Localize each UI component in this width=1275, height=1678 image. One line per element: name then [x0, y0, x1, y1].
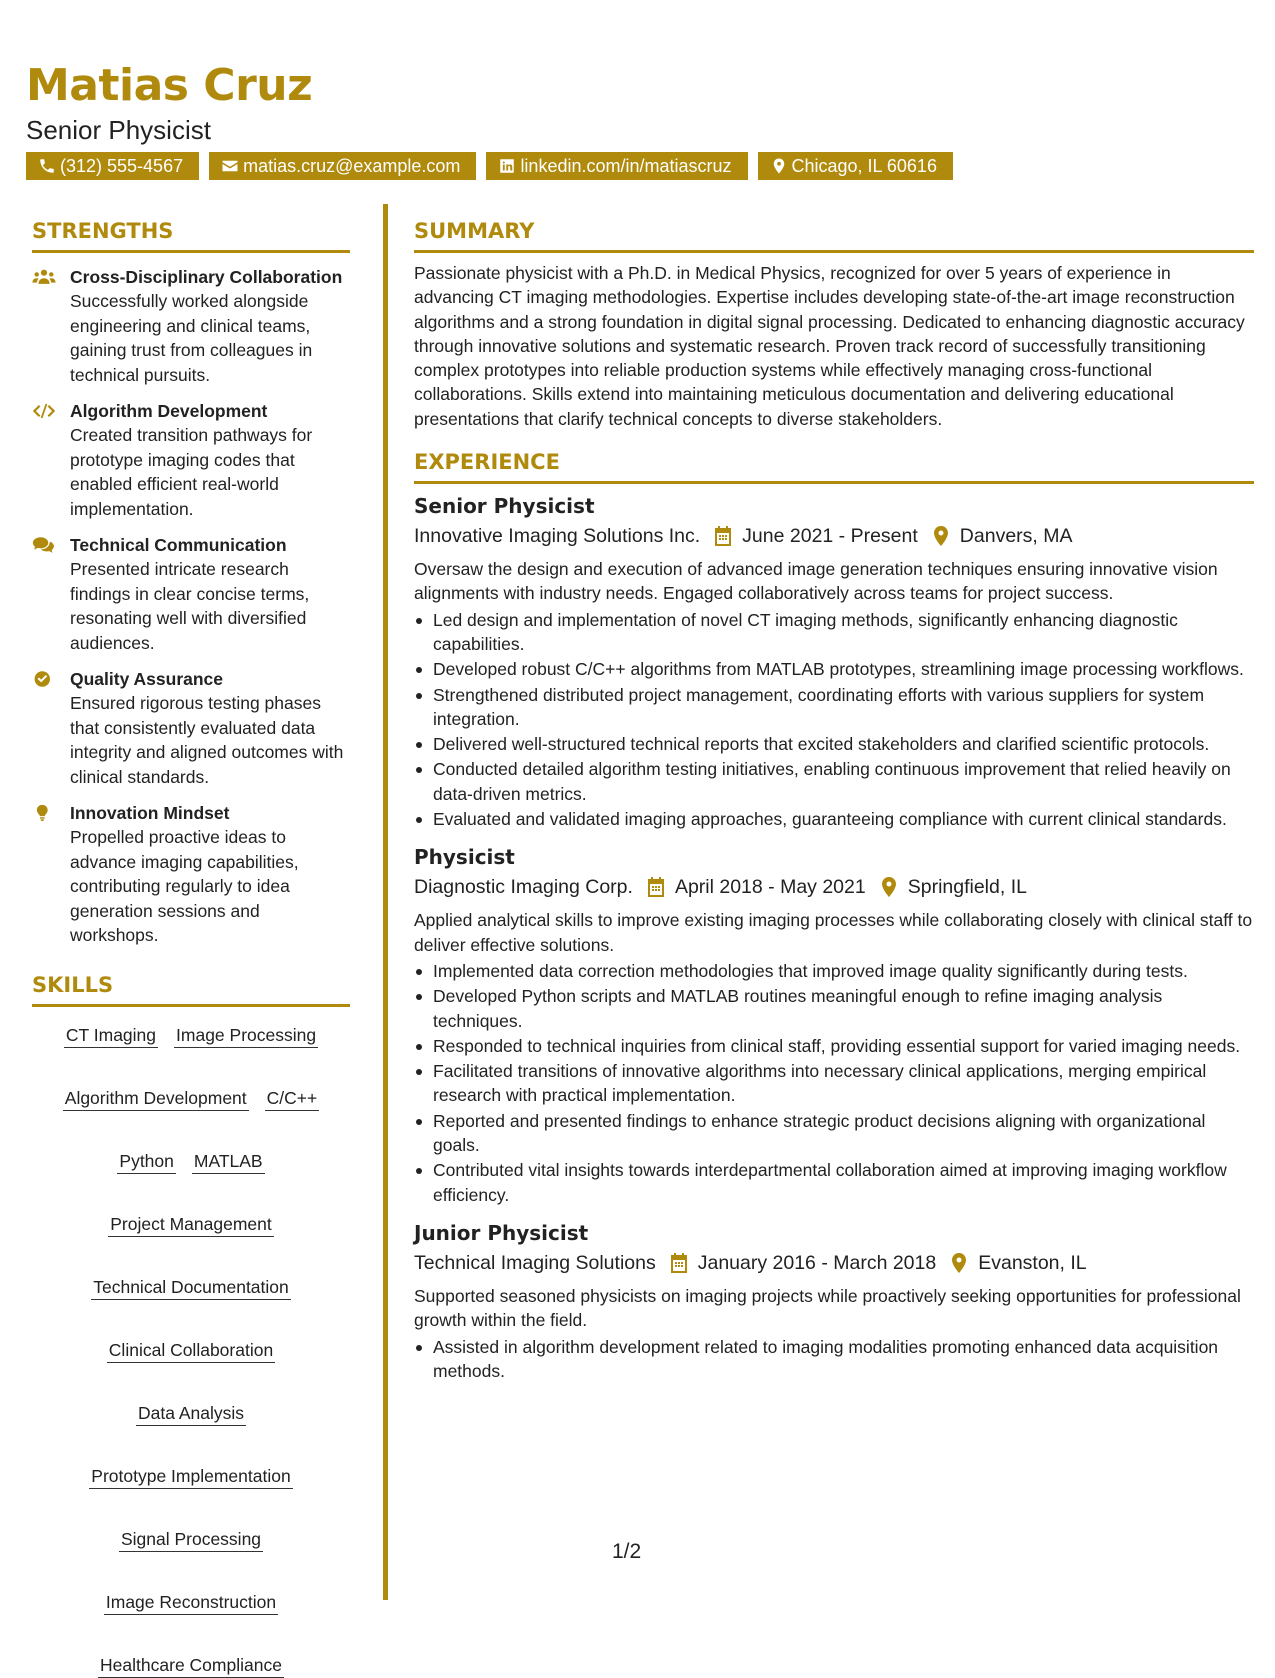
bullet-item: Responded to technical inquiries from clinical staff, providing essential support for varied imaging needs. — [414, 1034, 1254, 1058]
candidate-title: Senior Physicist — [26, 115, 211, 145]
linkedin-text: linkedin.com/in/matiascruz — [520, 156, 732, 176]
skill-tag: Signal Processing — [119, 1527, 263, 1552]
calendar-icon — [647, 877, 665, 897]
job-title: Senior Physicist — [414, 494, 595, 519]
strength-item — [32, 533, 350, 655]
job-meta — [414, 521, 1254, 551]
summary-text: Passionate physicist with a Ph.D. in Medical Physics, recognized for over 5 years of experience in advancing CT imaging methodologies. Expertise includes developing state-of-the-art image reconstruction algorithms and a strong foundation in digital signal processing. Dedicated to enhancing diagnostic accuracy through innovative solutions and systematic research. Proven track record of successfully transitioning complex prototypes into reliable production systems while effectively managing cross-functional collaborations. Skills extend into maintaining meticulous documentation and delivering educational presentations that clarify technical concepts to diverse stakeholders. — [414, 263, 1245, 429]
linkedin-icon — [498, 157, 516, 175]
email-text: matias.cruz@example.com — [243, 156, 461, 176]
skill-tag: Image Reconstruction — [104, 1590, 278, 1615]
skill-tag: Python — [117, 1149, 175, 1174]
job-company: Innovative Imaging Solutions Inc. — [414, 525, 701, 548]
skill-tag: Healthcare Compliance — [98, 1653, 284, 1678]
job-company: Technical Imaging Solutions — [414, 1251, 656, 1274]
strengths-section — [32, 216, 350, 948]
job-dates: April 2018 - May 2021 — [674, 876, 866, 899]
phone-icon — [38, 157, 56, 175]
summary-section — [414, 216, 1254, 431]
job-title: Junior Physicist — [414, 1220, 589, 1245]
envelope-icon — [221, 157, 239, 175]
job-entry — [414, 492, 1254, 831]
skill-tag: Image Processing — [174, 1023, 318, 1048]
section-rule — [414, 250, 1254, 253]
strength-name: Cross-Disciplinary Collaboration — [70, 267, 343, 287]
job-bullets — [414, 959, 1254, 1207]
skill-tag: Prototype Implementation — [89, 1464, 292, 1489]
section-rule — [32, 1004, 350, 1007]
map-pin-icon — [932, 526, 950, 546]
skill-tag: Algorithm Development — [63, 1086, 249, 1111]
job-location: Springfield, IL — [907, 876, 1027, 899]
strength-item — [32, 265, 350, 387]
bullet-item: Evaluated and validated imaging approaches, guaranteeing compliance with current clinical standards. — [414, 807, 1254, 831]
code-icon — [32, 401, 56, 421]
experience-heading: EXPERIENCE — [414, 450, 560, 475]
strength-name: Technical Communication — [70, 535, 287, 555]
strength-desc: Propelled proactive ideas to advance imaging capabilities, contributing regularly to idea generation sessions and workshops. — [70, 827, 299, 945]
strength-item — [32, 399, 350, 521]
bullet-item: Conducted detailed algorithm testing initiatives, enabling continuous improvement that relied heavily on data-driven metrics. — [414, 757, 1254, 806]
contact-location — [758, 152, 953, 180]
section-rule — [32, 250, 350, 253]
left-column — [32, 216, 350, 1678]
lightbulb-icon — [32, 803, 56, 823]
page-number: 1/2 — [612, 1540, 642, 1563]
strength-desc: Ensured rigorous testing phases that consistently evaluated data integrity and aligned outcomes with clinical standards. — [70, 693, 344, 787]
job-location: Evanston, IL — [978, 1251, 1087, 1274]
bullet-item: Strengthened distributed project management, coordinating efforts with various suppliers for system integration. — [414, 683, 1254, 732]
users-icon — [32, 267, 56, 287]
bullet-item: Contributed vital insights towards interdepartmental collaboration aimed at improving imaging workflow efficiency. — [414, 1158, 1254, 1207]
experience-section — [414, 447, 1254, 1383]
job-bullets — [414, 608, 1254, 832]
bullet-item: Developed Python scripts and MATLAB routines meaningful enough to refine imaging analysis techniques. — [414, 984, 1254, 1033]
job-meta — [414, 1248, 1254, 1278]
job-description: Supported seasoned physicists on imaging projects while proactively seeking opportunities for professional growth within the field. — [414, 1285, 1241, 1331]
strengths-heading: STRENGTHS — [32, 219, 174, 243]
skills-list — [32, 1023, 350, 1678]
bullet-item: Developed robust C/C++ algorithms from MATLAB prototypes, streamlining image processing workflows. — [414, 657, 1254, 681]
comments-icon — [32, 535, 56, 555]
job-dates: January 2016 - March 2018 — [697, 1251, 937, 1274]
column-divider — [383, 204, 388, 1600]
skill-tag: Project Management — [108, 1212, 273, 1237]
map-pin-icon — [950, 1253, 968, 1273]
contact-phone[interactable] — [26, 152, 199, 180]
job-meta — [414, 872, 1254, 902]
contact-email[interactable] — [209, 152, 476, 180]
job-description: Applied analytical skills to improve existing imaging processes while collaborating closely with clinical staff to deliver effective solutions. — [414, 910, 1253, 955]
strength-desc: Successfully worked alongside engineering and clinical teams, gaining trust from colleagues in technical pursuits. — [70, 291, 313, 385]
skill-tag: CT Imaging — [64, 1023, 158, 1048]
section-rule — [414, 481, 1254, 484]
strength-desc: Presented intricate research findings in clear concise terms, resonating well with diversified audiences. — [70, 559, 310, 653]
map-pin-icon — [770, 157, 788, 175]
skill-tag: Clinical Collaboration — [107, 1338, 275, 1363]
skills-section — [32, 970, 350, 1678]
strength-item — [32, 801, 350, 948]
bullet-item: Reported and presented findings to enhance strategic product decisions aligning with organizational goals. — [414, 1109, 1254, 1158]
candidate-name: Matias Cruz — [26, 60, 313, 111]
job-title: Physicist — [414, 845, 515, 870]
job-bullets — [414, 1335, 1254, 1384]
strength-name: Algorithm Development — [70, 401, 268, 421]
right-column — [414, 216, 1254, 1384]
job-dates: June 2021 - Present — [742, 525, 918, 548]
calendar-icon — [714, 526, 732, 546]
calendar-icon — [670, 1253, 688, 1273]
bullet-item: Delivered well-structured technical reports that excited stakeholders and clarified scientific protocols. — [414, 732, 1254, 756]
phone-text: (312) 555-4567 — [60, 156, 184, 176]
skill-tag: C/C++ — [265, 1086, 320, 1111]
resume-header — [26, 58, 312, 146]
map-pin-icon — [880, 877, 898, 897]
strength-name: Innovation Mindset — [70, 803, 230, 823]
bullet-item: Implemented data correction methodologies that improved image quality significantly during tests. — [414, 959, 1254, 983]
bullet-item: Facilitated transitions of innovative algorithms into necessary clinical applications, merging empirical research with practical implementation. — [414, 1059, 1254, 1108]
skills-heading: SKILLS — [32, 972, 114, 997]
location-text: Chicago, IL 60616 — [791, 156, 937, 176]
bullet-item: Assisted in algorithm development related to imaging modalities promoting enhanced data acquisition methods. — [414, 1335, 1254, 1384]
contact-linkedin[interactable] — [486, 152, 747, 180]
skill-tag: Data Analysis — [136, 1401, 246, 1426]
strength-desc: Created transition pathways for prototype imaging codes that enabled efficient real-world implementation. — [70, 425, 313, 519]
skill-tag: Technical Documentation — [91, 1275, 291, 1300]
bullet-item: Led design and implementation of novel CT imaging methods, significantly enhancing diagnostic capabilities. — [414, 608, 1254, 657]
job-company: Diagnostic Imaging Corp. — [414, 876, 633, 899]
check-circle-icon — [32, 669, 56, 689]
job-entry — [414, 843, 1254, 1207]
strength-item — [32, 667, 350, 789]
skill-tag: MATLAB — [192, 1149, 265, 1174]
summary-heading: SUMMARY — [414, 219, 535, 243]
job-entry — [414, 1219, 1254, 1383]
job-location: Danvers, MA — [959, 525, 1073, 548]
contact-bar — [26, 152, 953, 180]
strength-name: Quality Assurance — [70, 669, 224, 689]
job-description: Oversaw the design and execution of advanced image generation techniques ensuring innovative vision alignments with industry needs. Engaged collaboratively across teams for project success. — [414, 559, 1218, 604]
